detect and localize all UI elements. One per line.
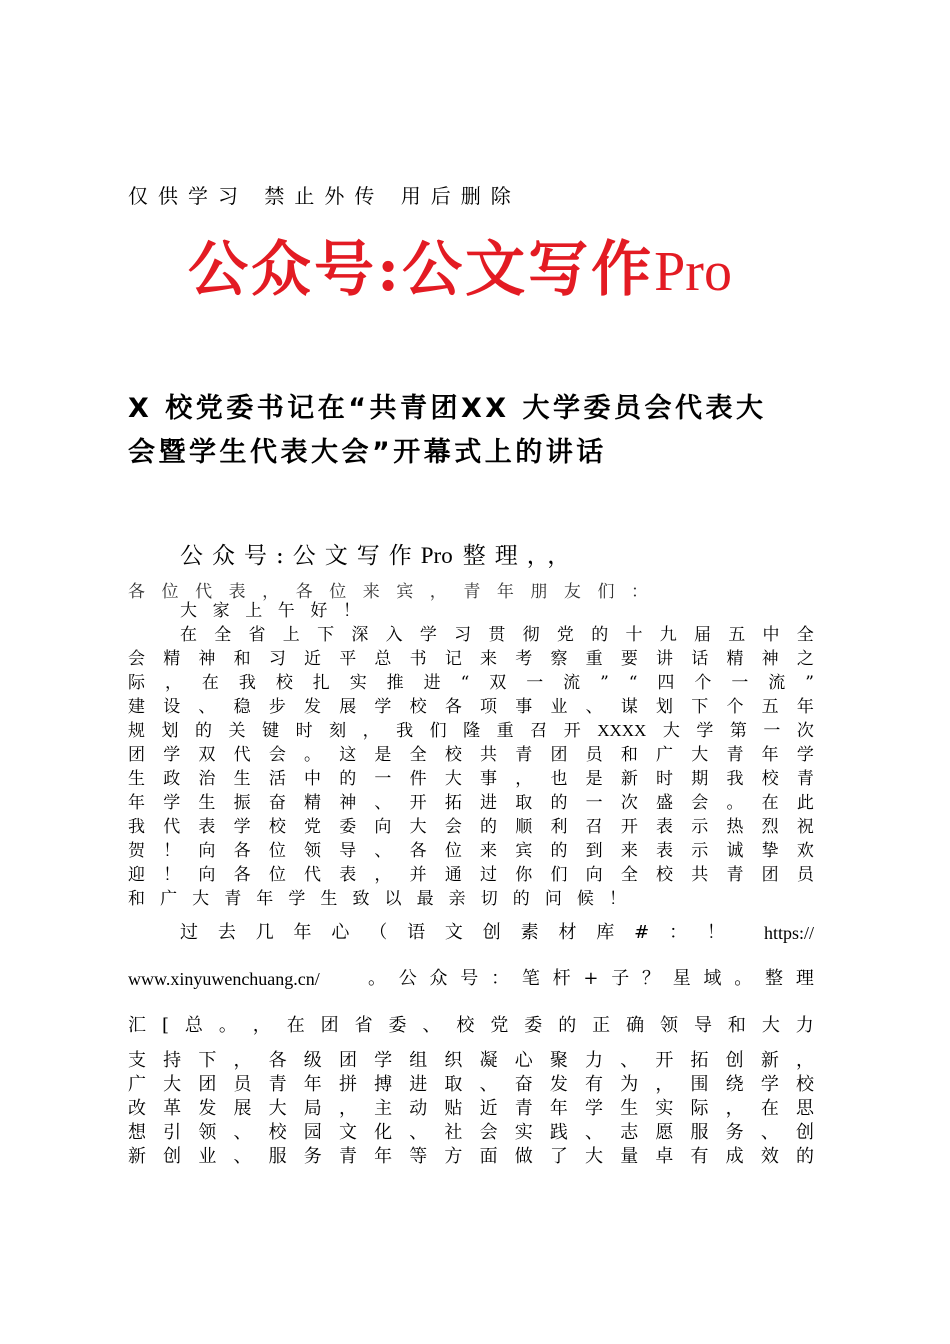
document-title-line-1: X 校党委书记在“共青团XX 大学委员会代表大 xyxy=(128,393,767,424)
paragraph-1-line: 团 学 双 代 会 。 这 是 全 校 共 青 团 员 和 广 大 青 年 学 xyxy=(128,745,814,765)
brand-latin: Pro xyxy=(654,241,732,303)
paragraph-2-line-1 xyxy=(180,921,814,945)
document-title-line-2: 会暨学生代表大会”开幕式上的讲话 xyxy=(128,437,607,468)
p2-url-part-2: www.xinyuwenchuang.cn/ xyxy=(128,969,320,989)
p2-line2-text: 。 公 众 号 ： 笔 杆 + 子 ？ 星 域 。 整 理 xyxy=(368,968,814,989)
paragraph-2-line-2 xyxy=(128,967,814,991)
paragraph-1-line: 规 划 的 关 键 时 刻 ， 我 们 隆 重 召 开 XXXX 大 学 第 一 次 xyxy=(128,721,814,741)
paragraph-3-line: 广 大 团 员 青 年 拼 搏 进 取 、 奋 发 有 为 ， 围 绕 学 校 xyxy=(128,1074,814,1095)
paragraph-1-line: 会 精 神 和 习 近 平 总 书 记 来 考 察 重 要 讲 话 精 神 之 xyxy=(128,649,814,669)
paragraph-3-line: 改 革 发 展 大 局 ， 主 动 贴 近 青 年 学 生 实 际 ， 在 思 xyxy=(128,1098,814,1119)
paragraph-1-line: 建 设 、 稳 步 发 展 学 校 各 项 事 业 、 谋 划 下 个 五 年 xyxy=(128,697,814,717)
subtitle-suffix: 整理，， xyxy=(462,543,580,569)
paragraph-1-line: 生 政 治 生 活 中 的 一 件 大 事 ， 也 是 新 时 期 我 校 青 xyxy=(128,769,814,789)
paragraph-1-line: 迎 ！ 向 各 位 代 表 ， 并 通 过 你 们 向 全 校 共 青 团 员 xyxy=(128,865,814,885)
paragraph-1-line: 我 代 表 学 校 党 委 向 大 会 的 顺 利 召 开 表 示 热 烈 祝 xyxy=(128,817,814,837)
subtitle-prefix: 公众号:公文写作 xyxy=(180,543,421,569)
paragraph-2-line-3: 汇 [ 总 。 ， 在 团 省 委 、 校 党 委 的 正 确 领 导 和 大 力 xyxy=(128,1015,814,1036)
paragraph-1-line: 际 ， 在 我 校 扎 实 推 进 “ 双 一 流 ” “ 四 个 一 流 ” xyxy=(128,673,814,693)
subtitle xyxy=(180,537,579,570)
paragraph-3-line: 新 创 业 、 服 务 青 年 等 方 面 做 了 大 量 卓 有 成 效 的 xyxy=(128,1146,814,1167)
paragraph-3-line: 支 持 下 ， 各 级 团 学 组 织 凝 心 聚 力 、 开 拓 创 新 ， xyxy=(128,1050,814,1071)
brand-banner xyxy=(188,222,732,308)
brand-chinese: 公众号:公文写作 xyxy=(188,235,655,305)
paragraph-3-line: 想 引 领 、 校 园 文 化 、 社 会 实 践 、 志 愿 服 务 、 创 xyxy=(128,1122,814,1143)
p2-url-part-1: https:// xyxy=(763,923,814,943)
paragraph-1-line: 在 全 省 上 下 深 入 学 习 贯 彻 党 的 十 九 届 五 中 全 xyxy=(180,625,814,645)
paragraph-1-line: 大 家 上 午 好 ！ xyxy=(180,601,360,621)
paragraph-1-line: 年 学 生 振 奋 精 神 、 开 拓 进 取 的 一 次 盛 会 。 在 此 xyxy=(128,793,814,813)
greeting: 各 位 代 表 ， 各 位 来 宾 ， 青 年 朋 友 们 ： xyxy=(128,582,648,602)
p2-line1-text: 过 去 几 年 心 （ 语 文 创 素 材 库 # ： ！ xyxy=(180,922,725,943)
usage-notice: 仅供学习 禁止外传 用后删除 xyxy=(128,184,521,208)
paragraph-1-line: 贺 ！ 向 各 位 领 导 、 各 位 来 宾 的 到 来 表 示 诚 挚 欢 xyxy=(128,841,814,861)
subtitle-latin: Pro xyxy=(420,543,453,568)
paragraph-1-line: 和 广 大 青 年 学 生 致 以 最 亲 切 的 问 候 ！ xyxy=(128,889,626,909)
